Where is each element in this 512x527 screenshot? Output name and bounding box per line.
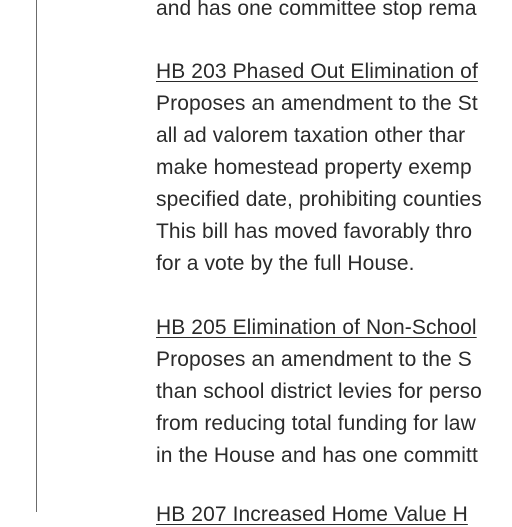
bill-heading-hb203: HB 203 Phased Out Elimination of [156, 60, 478, 83]
body-line: for a vote by the full House. [156, 252, 415, 275]
body-line: than school district levies for perso [156, 380, 482, 403]
body-line: all ad valorem taxation other thar [156, 124, 466, 147]
body-line: Proposes an amendment to the St [156, 92, 478, 115]
body-line: This bill has moved favorably thro [156, 220, 473, 243]
margin-rule [36, 0, 37, 512]
body-line: from reducing total funding for law [156, 412, 476, 435]
body-line: in the House and has one committ [156, 444, 478, 467]
bill-heading-hb207: HB 207 Increased Home Value H [156, 503, 468, 526]
body-line: Proposes an amendment to the S [156, 348, 472, 371]
body-line: make homestead property exemp [156, 156, 472, 179]
bill-heading-hb205: HB 205 Elimination of Non-School [156, 316, 477, 339]
body-line: and has one committee stop rema [156, 0, 477, 20]
body-line: specified date, prohibiting counties [156, 188, 482, 211]
